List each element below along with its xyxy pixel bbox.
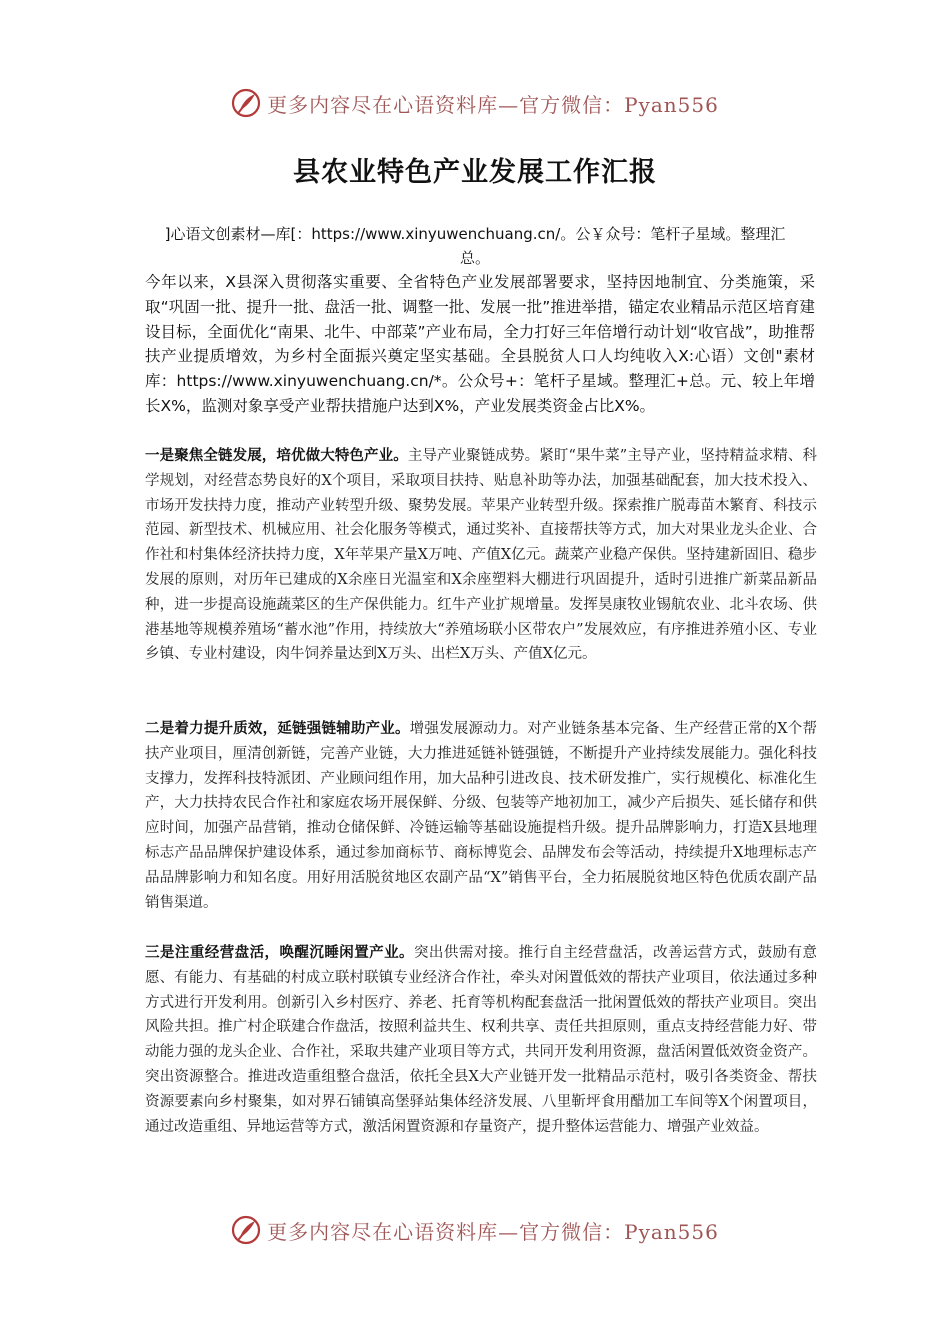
quill-logo-icon	[231, 1215, 261, 1245]
quill-logo-icon	[231, 88, 261, 118]
section-body-3: 突出供需对接。推行自主经营盘活，改善运营方式，鼓励有意愿、有能力、有基础的村成立联村联镇专业经济合作社，牵头对闲置低效的帮扶产业项目，依法通过多种方式进行开发利用。创新引入乡村医疗、养老、托育等机构配套盘活一批闲置低效的帮扶产业项目。突出风险共担。推广村企联建合作盘活，按照利益共生、权利共享、责任共担原则，重点支持经营能力好、带动能力强的龙头企业、合作社，采取共建产业项目等方式，共同开发利用资源，盘活闲置低效资金资产。突出资源整合。推进改造重组整合盘活，依托全县X大产业链开发一批精品示范村，吸引各类资金、帮扶资源要素向乡村聚集，如对界石铺镇高堡驿站集体经济发展、八里靳坪食用醋加工车间等X个闲置项目，通过改造重组、异地运营等方式，激活闲置资源和存量资产，提升整体运营能力、增强产业效益。	[145, 945, 818, 1135]
section-lead-1: 一是聚焦全链发展，培优做大特色产业。	[145, 448, 408, 464]
source-line: ]心语文创素材—库[：https://www.xinyuwenchuang.cn/。公￥众号：笔杆子星域。整理汇总。	[164, 225, 786, 267]
intro-paragraph: 今年以来，X县深入贯彻落实重要、全省特色产业发展部署要求，坚持因地制宜、分类施策，采取“巩固一批、提升一批、盘活一批、调整一批、发展一批”推进举措，锚定农业精品示范区培育建设目标，全面优化“南果、北牛、中部菜”产业布局，全力打好三年倍增行动计划“收官战”，助推帮扶产业提质增效，为乡村全面振兴奠定坚实基础。全县脱贫人口人均纯收入X:心语）文创"素材库：https://www.xinyuwenchuang.cn/*。公众号+：笔杆子星域。整理汇+总。元、较上年增长X%，监测对象享受产业帮扶措施户达到X%，产业发展类资金占比X%。	[145, 273, 815, 415]
header-banner	[0, 83, 950, 123]
section-paragraph-2	[145, 717, 817, 915]
section-paragraph-3	[145, 941, 817, 1139]
section-lead-3: 三是注重经营盘活，唤醒沉睡闲置产业。	[145, 945, 414, 961]
document-title: 县农业特色产业发展工作汇报	[293, 157, 657, 188]
section-body-1: 主导产业聚链成势。紧盯“果牛菜”主导产业，坚持精益求精、科学规划，对经营态势良好的X个项目，采取项目扶持、贴息补助等办法，加强基础配套，加大技术投入、市场开发扶持力度，推动产业转型升级、聚势发展。苹果产业转型升级。探索推广脱毒苗木繁育、科技示范园、新型技术、机械应用、社会化服务等模式，通过奖补、直接帮扶等方式，加大对果业龙头企业、合作社和村集体经济扶持力度，X年苹果产量X万吨、产值X亿元。蔬菜产业稳产保供。坚持建新固旧、稳步发展的原则，对历年已建成的X余座日光温室和X余座塑料大棚进行巩固提升，适时引进推广新菜品新品种，进一步提高设施蔬菜区的生产保供能力。红牛产业扩规增量。发挥昊康牧业锡航农业、北斗农场、供港基地等规模养殖场“蓄水池”作用，持续放大“养殖场联小区带农户”发展效应，有序推进养殖小区、专业乡镇、专业村建设，肉牛饲养量达到X万头、出栏X万头、产值X亿元。	[145, 448, 817, 663]
section-lead-2: 二是着力提升质效，延链强链辅助产业。	[145, 721, 410, 737]
footer-banner	[0, 1210, 950, 1250]
banner-text: 更多内容尽在心语资料库—官方微信：Pyan556	[267, 1219, 719, 1244]
section-body-2: 增强发展源动力。对产业链条基本完备、生产经营正常的X个帮扶产业项目，厘清创新链，完善产业链，大力推进延链补链强链，不断提升产业持续发展能力。强化科技支撑力，发挥科技特派团、产业顾问组作用，加大品种引进改良、技术研发推广，实行规模化、标准化生产，大力扶持农民合作社和家庭农场开展保鲜、分级、包装等产地初加工，减少产后损失、延长储存和供应时间，加强产品营销，推动仓储保鲜、冷链运输等基础设施提档升级。提升品牌影响力，打造X县地理标志产品品牌保护建设体系，通过参加商标节、商标博览会、品牌发布会等活动，持续提升X地理标志产品品牌影响力和知名度。用好用活脱贫地区农副产品“X”销售平台，全力拓展脱贫地区特色优质农副产品销售渠道。	[145, 721, 817, 911]
section-paragraph-1	[145, 444, 817, 667]
banner-text: 更多内容尽在心语资料库—官方微信：Pyan556	[267, 92, 719, 117]
